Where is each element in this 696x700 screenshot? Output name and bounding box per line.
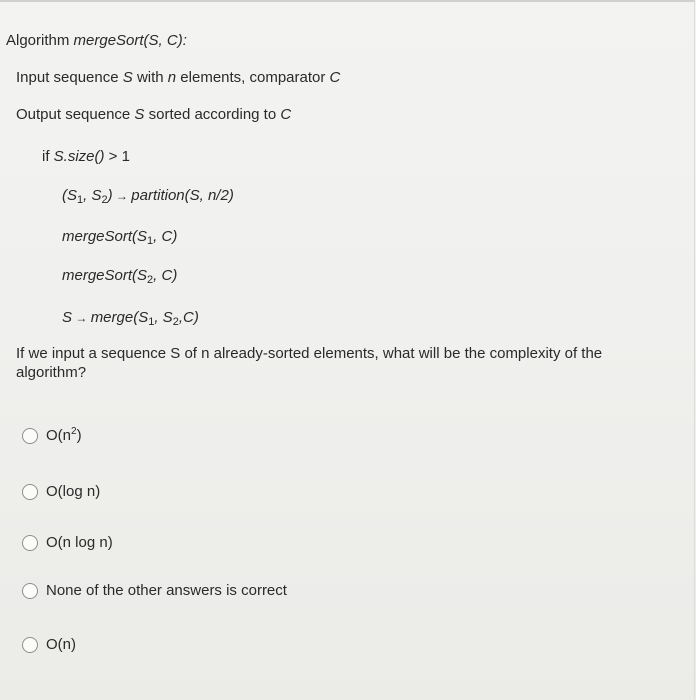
algorithm-recursive-call-1 [62, 228, 177, 246]
rec2-suffix: , C) [153, 267, 178, 284]
input-mid: with [132, 69, 168, 86]
algorithm-input-line [16, 69, 340, 87]
rec2-prefix: mergeSort(S [62, 267, 148, 284]
input-c: C [329, 69, 341, 86]
merge-sub2: 2 [172, 316, 179, 328]
option-3[interactable] [22, 534, 113, 551]
rec1-suffix: , C) [153, 228, 178, 245]
algorithm-recursive-call-2 [62, 267, 177, 285]
input-prefix: Input sequence [16, 69, 123, 86]
question-text: If we input a sequence S of n already-sorted elements, what will be the complexity of the algorithm? [16, 345, 603, 381]
option-label: None of the other answers is correct [46, 582, 287, 599]
merge-sub1: 1 [148, 316, 155, 328]
partition-call: partition(S, n/2) [131, 187, 234, 204]
option-2[interactable] [22, 483, 100, 500]
rec1-sub: 1 [147, 235, 154, 247]
header-name: mergeSort(S, C): [73, 32, 187, 49]
output-mid: sorted according to [144, 106, 281, 123]
arrow-icon: → [112, 189, 132, 203]
radio-icon[interactable] [22, 637, 38, 653]
radio-icon[interactable] [22, 535, 38, 551]
algorithm-output-line [16, 106, 291, 124]
if-keyword: if [42, 148, 54, 165]
option-1[interactable] [22, 427, 82, 444]
radio-icon[interactable] [22, 583, 38, 599]
if-condition: S.size() [53, 148, 105, 165]
radio-icon[interactable] [22, 428, 38, 444]
output-prefix: Output sequence [16, 106, 135, 123]
option-5[interactable] [22, 636, 76, 653]
merge-suffix: ,C) [178, 309, 199, 326]
partition-sub1: 1 [77, 194, 84, 206]
partition-close: ) [107, 187, 113, 204]
algorithm-header [6, 32, 187, 50]
input-s: S [122, 69, 133, 86]
output-c: C [280, 106, 292, 123]
merge-mid: , S [154, 309, 173, 326]
partition-comma: , S [83, 187, 102, 204]
algorithm-merge-line [62, 309, 199, 327]
rec1-prefix: mergeSort(S [62, 228, 148, 245]
algorithm-if-line [42, 148, 130, 166]
header-prefix: Algorithm [6, 32, 74, 49]
option-4[interactable] [22, 582, 287, 599]
radio-icon[interactable] [22, 484, 38, 500]
merge-lhs: S [62, 309, 73, 326]
rec2-sub: 2 [147, 274, 154, 286]
arrow-icon: → [72, 311, 91, 325]
partition-sub2: 2 [101, 194, 108, 206]
output-s: S [134, 106, 145, 123]
option-label: O(n) [46, 636, 76, 653]
if-tail: > 1 [104, 148, 130, 165]
partition-open: (S [62, 187, 77, 204]
input-suffix: elements, comparator [176, 69, 330, 86]
input-n: n [167, 69, 177, 86]
merge-call-prefix: merge(S [90, 309, 149, 326]
option-label: $O(n^2)$ [46, 426, 82, 444]
option-label: O(log n) [46, 483, 101, 500]
option-label: O(n log n) [46, 534, 113, 551]
algorithm-partition-line [62, 187, 234, 205]
